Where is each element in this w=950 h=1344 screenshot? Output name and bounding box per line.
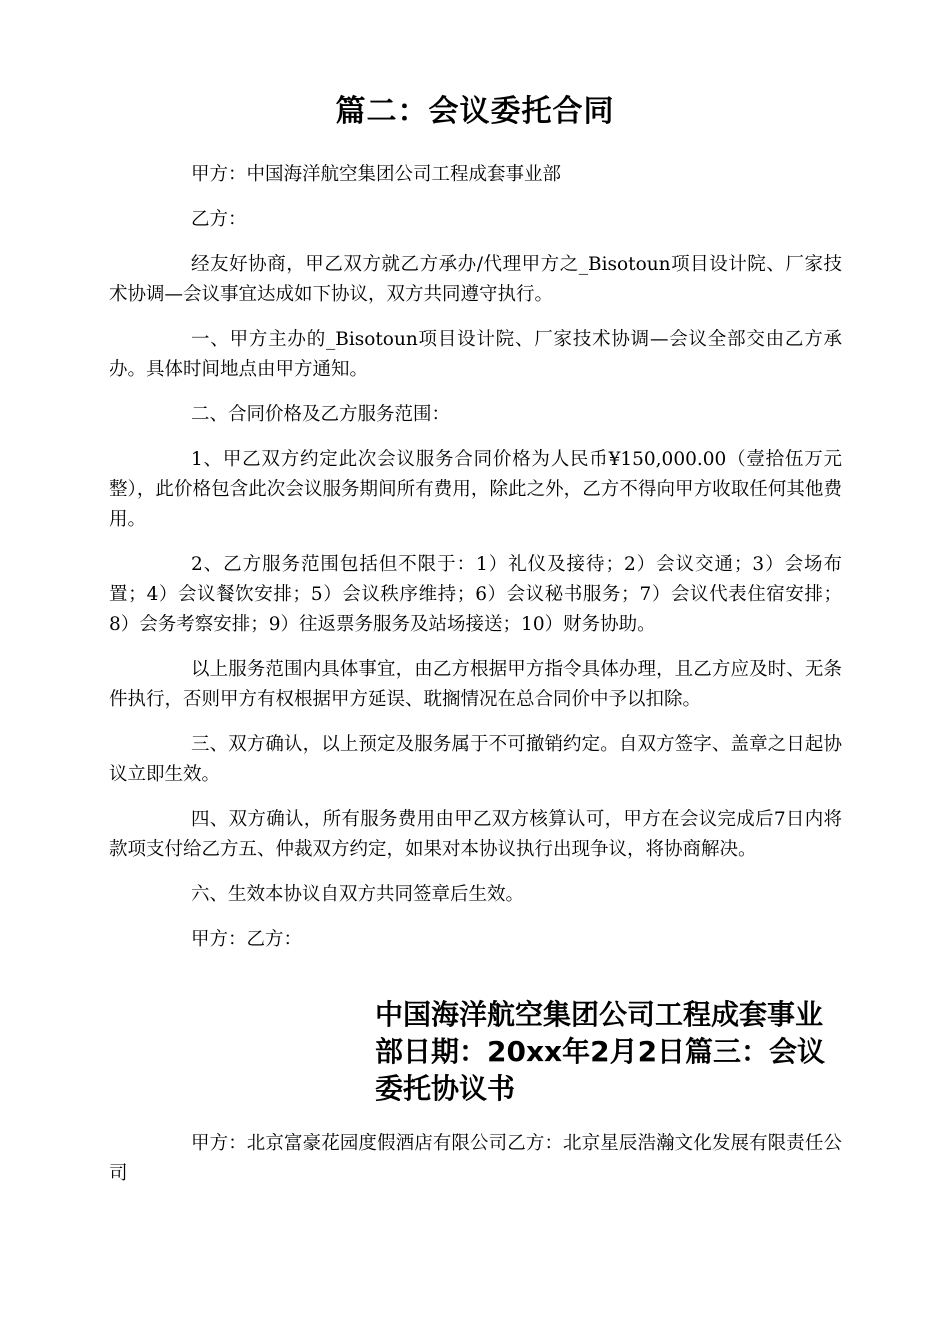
clause-4-paragraph: 四、双方确认，所有服务费用由甲乙双方核算认可，甲方在会议完成后7日内将款项支付给乙方五、仲裁双方约定，如果对本协议执行出现争议，将协商解决。 <box>109 809 842 860</box>
document-title: 篇二：会议委托合同 <box>335 94 615 129</box>
section-heading: 中国海洋航空集团公司工程成套事业部日期：20xx年2月2日篇三：会议委托协议书 <box>375 998 826 1105</box>
clause-2-heading: 二、合同价格及乙方服务范围： <box>191 404 451 425</box>
clause-3-paragraph: 三、双方确认，以上预定及服务属于不可撤销约定。自双方签字、盖章之日起协议立即生效。 <box>109 734 842 785</box>
document-body-continued <box>109 1129 842 1204</box>
clause-2-item-2: 2、乙方服务范围包括但不限于：1）礼仪及接待；2）会议交通；3）会场布置；4）会议餐饮安排；5）会议秩序维持；6）会议秘书服务；7）会议代表住宿安排；8）会务考察安排；9）往返票务服务及站场接送；10）财务协助。 <box>109 554 842 635</box>
document-body <box>109 160 842 970</box>
clause-6-paragraph: 六、生效本协议自双方共同签章后生效。 <box>191 884 525 905</box>
clause-2-item-1: 1、甲乙双方约定此次会议服务合同价格为人民币¥150,000.00（壹拾伍万元整），此价格包含此次会议服务期间所有费用，除此之外，乙方不得向甲方收取任何其他费用。 <box>109 449 842 530</box>
party-a-line: 甲方：中国海洋航空集团公司工程成套事业部 <box>191 164 562 185</box>
clause-1-paragraph: 一、甲方主办的_Bisotoun项目设计院、厂家技术协调—会议全部交由乙方承办。具体时间地点由甲方通知。 <box>109 329 842 380</box>
signature-line: 甲方：乙方： <box>191 929 303 950</box>
parties-paragraph: 甲方：北京富豪花园度假酒店有限公司乙方：北京星辰浩瀚文化发展有限责任公司 <box>109 1133 842 1184</box>
party-b-line: 乙方： <box>191 209 247 230</box>
preamble-paragraph: 经友好协商，甲乙双方就乙方承办/代理甲方之_Bisotoun项目设计院、厂家技术协调—会议事宜达成如下协议，双方共同遵守执行。 <box>109 254 842 305</box>
service-scope-paragraph: 以上服务范围内具体事宜，由乙方根据甲方指令具体办理，且乙方应及时、无条件执行，否则甲方有权根据甲方延误、耽搁情况在总合同价中予以扣除。 <box>109 659 842 710</box>
